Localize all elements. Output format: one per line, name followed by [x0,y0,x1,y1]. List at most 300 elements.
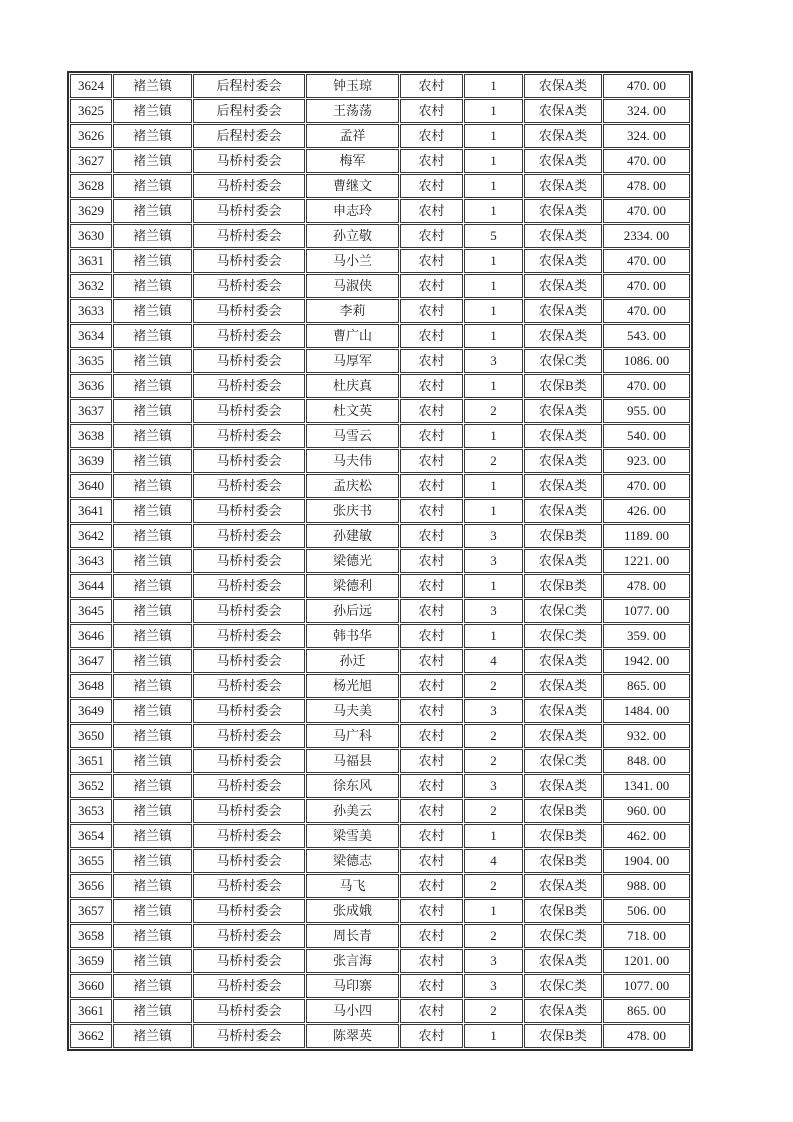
payment-roster-table [67,71,693,1051]
cell-amount: 932. 00 [603,724,690,748]
cell-serial-no: 3637 [70,399,112,423]
cell-serial-no: 3641 [70,499,112,523]
cell-person-count: 2 [464,999,523,1023]
cell-town: 褚兰镇 [113,649,192,673]
cell-person-name: 曹继文 [306,174,399,198]
table-row [70,174,690,198]
cell-insurance-class: 农保A类 [524,99,602,123]
cell-person-name: 王荡荡 [306,99,399,123]
cell-amount: 462. 00 [603,824,690,848]
cell-town: 褚兰镇 [113,1024,192,1048]
cell-insurance-class: 农保A类 [524,874,602,898]
cell-amount: 1189. 00 [603,524,690,548]
cell-category: 农村 [400,974,463,998]
cell-insurance-class: 农保C类 [524,624,602,648]
cell-amount: 1221. 00 [603,549,690,573]
cell-town: 褚兰镇 [113,949,192,973]
cell-person-count: 5 [464,224,523,248]
cell-town: 褚兰镇 [113,424,192,448]
table-row [70,124,690,148]
cell-serial-no: 3652 [70,774,112,798]
cell-person-name: 杜庆真 [306,374,399,398]
cell-person-name: 曹广山 [306,324,399,348]
cell-village-committee: 马桥村委会 [193,499,305,523]
cell-serial-no: 3658 [70,924,112,948]
cell-insurance-class: 农保A类 [524,274,602,298]
table-row [70,924,690,948]
cell-amount: 426. 00 [603,499,690,523]
cell-person-count: 3 [464,349,523,373]
cell-serial-no: 3633 [70,299,112,323]
cell-insurance-class: 农保A类 [524,324,602,348]
cell-category: 农村 [400,474,463,498]
cell-village-committee: 马桥村委会 [193,699,305,723]
table-row [70,1024,690,1048]
table-row [70,624,690,648]
cell-amount: 478. 00 [603,1024,690,1048]
cell-town: 褚兰镇 [113,149,192,173]
cell-village-committee: 马桥村委会 [193,249,305,273]
cell-amount: 1077. 00 [603,599,690,623]
table-row [70,449,690,473]
table-row [70,474,690,498]
cell-town: 褚兰镇 [113,974,192,998]
cell-town: 褚兰镇 [113,774,192,798]
table-row [70,799,690,823]
cell-village-committee: 马桥村委会 [193,549,305,573]
cell-person-count: 1 [464,499,523,523]
cell-amount: 543. 00 [603,324,690,348]
cell-person-count: 1 [464,149,523,173]
table-row [70,499,690,523]
cell-person-name: 马夫伟 [306,449,399,473]
cell-person-name: 马夫美 [306,699,399,723]
cell-person-count: 1 [464,74,523,98]
cell-amount: 1341. 00 [603,774,690,798]
cell-town: 褚兰镇 [113,624,192,648]
cell-insurance-class: 农保A类 [524,774,602,798]
table-row [70,874,690,898]
cell-amount: 324. 00 [603,99,690,123]
cell-person-count: 2 [464,449,523,473]
cell-insurance-class: 农保A类 [524,999,602,1023]
cell-village-committee: 马桥村委会 [193,424,305,448]
table-row [70,549,690,573]
table-row [70,574,690,598]
cell-person-name: 徐东风 [306,774,399,798]
cell-category: 农村 [400,149,463,173]
cell-serial-no: 3653 [70,799,112,823]
cell-insurance-class: 农保A类 [524,674,602,698]
cell-person-count: 1 [464,174,523,198]
cell-serial-no: 3625 [70,99,112,123]
cell-serial-no: 3628 [70,174,112,198]
cell-village-committee: 马桥村委会 [193,349,305,373]
cell-category: 农村 [400,624,463,648]
cell-amount: 865. 00 [603,674,690,698]
cell-insurance-class: 农保B类 [524,1024,602,1048]
cell-town: 褚兰镇 [113,899,192,923]
cell-amount: 324. 00 [603,124,690,148]
cell-person-count: 4 [464,849,523,873]
table-row [70,599,690,623]
cell-category: 农村 [400,649,463,673]
cell-person-count: 1 [464,824,523,848]
cell-person-count: 1 [464,124,523,148]
cell-category: 农村 [400,999,463,1023]
cell-amount: 470. 00 [603,249,690,273]
cell-amount: 848. 00 [603,749,690,773]
cell-person-name: 梁德志 [306,849,399,873]
cell-village-committee: 马桥村委会 [193,974,305,998]
cell-person-name: 梁德光 [306,549,399,573]
cell-serial-no: 3655 [70,849,112,873]
table-row [70,74,690,98]
cell-village-committee: 马桥村委会 [193,199,305,223]
cell-insurance-class: 农保B类 [524,574,602,598]
cell-serial-no: 3657 [70,899,112,923]
cell-town: 褚兰镇 [113,599,192,623]
cell-person-name: 张成娥 [306,899,399,923]
table-row [70,649,690,673]
cell-village-committee: 马桥村委会 [193,474,305,498]
cell-village-committee: 马桥村委会 [193,324,305,348]
cell-village-committee: 后程村委会 [193,124,305,148]
table-row [70,99,690,123]
cell-person-count: 2 [464,399,523,423]
cell-village-committee: 马桥村委会 [193,149,305,173]
table-row [70,724,690,748]
cell-category: 农村 [400,599,463,623]
cell-category: 农村 [400,874,463,898]
cell-category: 农村 [400,849,463,873]
cell-serial-no: 3647 [70,649,112,673]
cell-category: 农村 [400,324,463,348]
cell-village-committee: 马桥村委会 [193,774,305,798]
cell-amount: 718. 00 [603,924,690,948]
table-row [70,524,690,548]
cell-village-committee: 马桥村委会 [193,449,305,473]
cell-insurance-class: 农保A类 [524,474,602,498]
cell-serial-no: 3639 [70,449,112,473]
cell-person-name: 陈翠英 [306,1024,399,1048]
cell-person-count: 1 [464,424,523,448]
cell-person-count: 3 [464,599,523,623]
cell-category: 农村 [400,374,463,398]
cell-insurance-class: 农保A类 [524,499,602,523]
cell-person-name: 马福县 [306,749,399,773]
cell-person-name: 马飞 [306,874,399,898]
cell-town: 褚兰镇 [113,349,192,373]
cell-insurance-class: 农保B类 [524,899,602,923]
cell-village-committee: 马桥村委会 [193,174,305,198]
cell-village-committee: 马桥村委会 [193,224,305,248]
cell-person-count: 1 [464,374,523,398]
cell-person-name: 孙美云 [306,799,399,823]
cell-town: 褚兰镇 [113,224,192,248]
cell-insurance-class: 农保A类 [524,199,602,223]
cell-amount: 478. 00 [603,174,690,198]
cell-serial-no: 3648 [70,674,112,698]
table-row [70,274,690,298]
table-row [70,224,690,248]
cell-town: 褚兰镇 [113,849,192,873]
cell-insurance-class: 农保A类 [524,699,602,723]
table-row [70,699,690,723]
cell-category: 农村 [400,924,463,948]
cell-village-committee: 马桥村委会 [193,924,305,948]
cell-serial-no: 3632 [70,274,112,298]
cell-person-name: 申志玲 [306,199,399,223]
cell-insurance-class: 农保A类 [524,424,602,448]
cell-insurance-class: 农保A类 [524,299,602,323]
cell-village-committee: 马桥村委会 [193,574,305,598]
cell-person-count: 1 [464,1024,523,1048]
cell-insurance-class: 农保A类 [524,949,602,973]
cell-insurance-class: 农保A类 [524,399,602,423]
cell-town: 褚兰镇 [113,274,192,298]
cell-town: 褚兰镇 [113,549,192,573]
cell-person-name: 周长青 [306,924,399,948]
cell-amount: 1077. 00 [603,974,690,998]
cell-category: 农村 [400,174,463,198]
cell-person-name: 孙迁 [306,649,399,673]
table-row [70,249,690,273]
cell-serial-no: 3630 [70,224,112,248]
cell-category: 农村 [400,524,463,548]
cell-category: 农村 [400,74,463,98]
table-row [70,949,690,973]
cell-amount: 470. 00 [603,299,690,323]
cell-insurance-class: 农保B类 [524,824,602,848]
cell-serial-no: 3661 [70,999,112,1023]
cell-person-name: 梅军 [306,149,399,173]
cell-town: 褚兰镇 [113,299,192,323]
cell-category: 农村 [400,274,463,298]
cell-amount: 960. 00 [603,799,690,823]
cell-person-count: 2 [464,799,523,823]
cell-category: 农村 [400,1024,463,1048]
cell-amount: 1086. 00 [603,349,690,373]
cell-insurance-class: 农保B类 [524,374,602,398]
cell-village-committee: 马桥村委会 [193,299,305,323]
cell-person-name: 马印寨 [306,974,399,998]
cell-insurance-class: 农保A类 [524,174,602,198]
cell-insurance-class: 农保C类 [524,599,602,623]
cell-person-count: 2 [464,874,523,898]
cell-village-committee: 马桥村委会 [193,949,305,973]
cell-person-count: 1 [464,274,523,298]
cell-town: 褚兰镇 [113,99,192,123]
cell-village-committee: 马桥村委会 [193,274,305,298]
payment-table-body [70,74,690,1048]
cell-category: 农村 [400,549,463,573]
cell-serial-no: 3654 [70,824,112,848]
cell-amount: 359. 00 [603,624,690,648]
cell-person-count: 1 [464,299,523,323]
cell-town: 褚兰镇 [113,124,192,148]
table-row [70,424,690,448]
cell-amount: 506. 00 [603,899,690,923]
cell-category: 农村 [400,949,463,973]
table-row [70,774,690,798]
cell-town: 褚兰镇 [113,924,192,948]
cell-village-committee: 马桥村委会 [193,899,305,923]
cell-town: 褚兰镇 [113,449,192,473]
cell-insurance-class: 农保A类 [524,549,602,573]
cell-serial-no: 3656 [70,874,112,898]
cell-amount: 865. 00 [603,999,690,1023]
cell-person-name: 孙建敏 [306,524,399,548]
cell-town: 褚兰镇 [113,249,192,273]
cell-category: 农村 [400,99,463,123]
cell-serial-no: 3624 [70,74,112,98]
cell-person-name: 孙后远 [306,599,399,623]
cell-person-count: 3 [464,774,523,798]
cell-category: 农村 [400,399,463,423]
cell-person-count: 2 [464,674,523,698]
cell-person-count: 1 [464,899,523,923]
cell-serial-no: 3638 [70,424,112,448]
cell-person-count: 1 [464,624,523,648]
cell-town: 褚兰镇 [113,824,192,848]
cell-category: 农村 [400,124,463,148]
cell-person-count: 1 [464,249,523,273]
cell-person-name: 张言海 [306,949,399,973]
cell-village-committee: 马桥村委会 [193,849,305,873]
table-row [70,399,690,423]
cell-village-committee: 后程村委会 [193,99,305,123]
cell-category: 农村 [400,799,463,823]
cell-category: 农村 [400,199,463,223]
cell-serial-no: 3643 [70,549,112,573]
table-row [70,974,690,998]
cell-insurance-class: 农保A类 [524,74,602,98]
cell-insurance-class: 农保B类 [524,799,602,823]
cell-amount: 1484. 00 [603,699,690,723]
cell-insurance-class: 农保B类 [524,849,602,873]
cell-category: 农村 [400,349,463,373]
cell-serial-no: 3645 [70,599,112,623]
cell-town: 褚兰镇 [113,74,192,98]
cell-person-name: 钟玉琼 [306,74,399,98]
cell-amount: 478. 00 [603,574,690,598]
cell-serial-no: 3659 [70,949,112,973]
cell-person-count: 1 [464,574,523,598]
cell-village-committee: 马桥村委会 [193,824,305,848]
cell-amount: 470. 00 [603,149,690,173]
cell-person-name: 张庆书 [306,499,399,523]
cell-insurance-class: 农保C类 [524,924,602,948]
cell-person-count: 4 [464,649,523,673]
cell-amount: 1904. 00 [603,849,690,873]
cell-serial-no: 3635 [70,349,112,373]
cell-person-name: 孙立敬 [306,224,399,248]
table-row [70,149,690,173]
cell-insurance-class: 农保C类 [524,974,602,998]
cell-village-committee: 马桥村委会 [193,749,305,773]
cell-village-committee: 马桥村委会 [193,374,305,398]
cell-person-name: 梁雪美 [306,824,399,848]
cell-serial-no: 3629 [70,199,112,223]
cell-amount: 988. 00 [603,874,690,898]
cell-town: 褚兰镇 [113,174,192,198]
cell-person-name: 马厚军 [306,349,399,373]
cell-person-name: 孟祥 [306,124,399,148]
cell-town: 褚兰镇 [113,399,192,423]
cell-town: 褚兰镇 [113,724,192,748]
cell-person-name: 杨光旭 [306,674,399,698]
cell-insurance-class: 农保C类 [524,349,602,373]
cell-category: 农村 [400,699,463,723]
cell-person-count: 1 [464,99,523,123]
cell-person-count: 1 [464,199,523,223]
cell-town: 褚兰镇 [113,674,192,698]
cell-person-name: 梁德利 [306,574,399,598]
cell-amount: 470. 00 [603,474,690,498]
table-row [70,849,690,873]
cell-person-name: 李莉 [306,299,399,323]
cell-person-name: 马淑侠 [306,274,399,298]
table-row [70,349,690,373]
cell-amount: 955. 00 [603,399,690,423]
cell-category: 农村 [400,499,463,523]
cell-serial-no: 3626 [70,124,112,148]
cell-amount: 2334. 00 [603,224,690,248]
cell-amount: 470. 00 [603,274,690,298]
cell-amount: 923. 00 [603,449,690,473]
cell-serial-no: 3650 [70,724,112,748]
cell-town: 褚兰镇 [113,574,192,598]
cell-amount: 1201. 00 [603,949,690,973]
table-row [70,299,690,323]
cell-person-name: 马广科 [306,724,399,748]
cell-category: 农村 [400,724,463,748]
cell-category: 农村 [400,899,463,923]
cell-town: 褚兰镇 [113,324,192,348]
cell-insurance-class: 农保A类 [524,249,602,273]
cell-village-committee: 后程村委会 [193,74,305,98]
table-row [70,674,690,698]
cell-category: 农村 [400,424,463,448]
cell-town: 褚兰镇 [113,474,192,498]
cell-person-name: 马小兰 [306,249,399,273]
cell-serial-no: 3660 [70,974,112,998]
cell-person-name: 马小四 [306,999,399,1023]
cell-insurance-class: 农保C类 [524,749,602,773]
cell-town: 褚兰镇 [113,699,192,723]
cell-insurance-class: 农保A类 [524,724,602,748]
cell-village-committee: 马桥村委会 [193,1024,305,1048]
cell-village-committee: 马桥村委会 [193,599,305,623]
cell-person-name: 马雪云 [306,424,399,448]
cell-serial-no: 3636 [70,374,112,398]
cell-town: 褚兰镇 [113,499,192,523]
cell-person-name: 韩书华 [306,624,399,648]
cell-serial-no: 3644 [70,574,112,598]
cell-amount: 1942. 00 [603,649,690,673]
table-row [70,999,690,1023]
cell-town: 褚兰镇 [113,199,192,223]
cell-serial-no: 3634 [70,324,112,348]
cell-village-committee: 马桥村委会 [193,874,305,898]
cell-person-count: 3 [464,549,523,573]
cell-village-committee: 马桥村委会 [193,799,305,823]
cell-insurance-class: 农保B类 [524,524,602,548]
cell-amount: 540. 00 [603,424,690,448]
cell-village-committee: 马桥村委会 [193,999,305,1023]
table-row [70,824,690,848]
